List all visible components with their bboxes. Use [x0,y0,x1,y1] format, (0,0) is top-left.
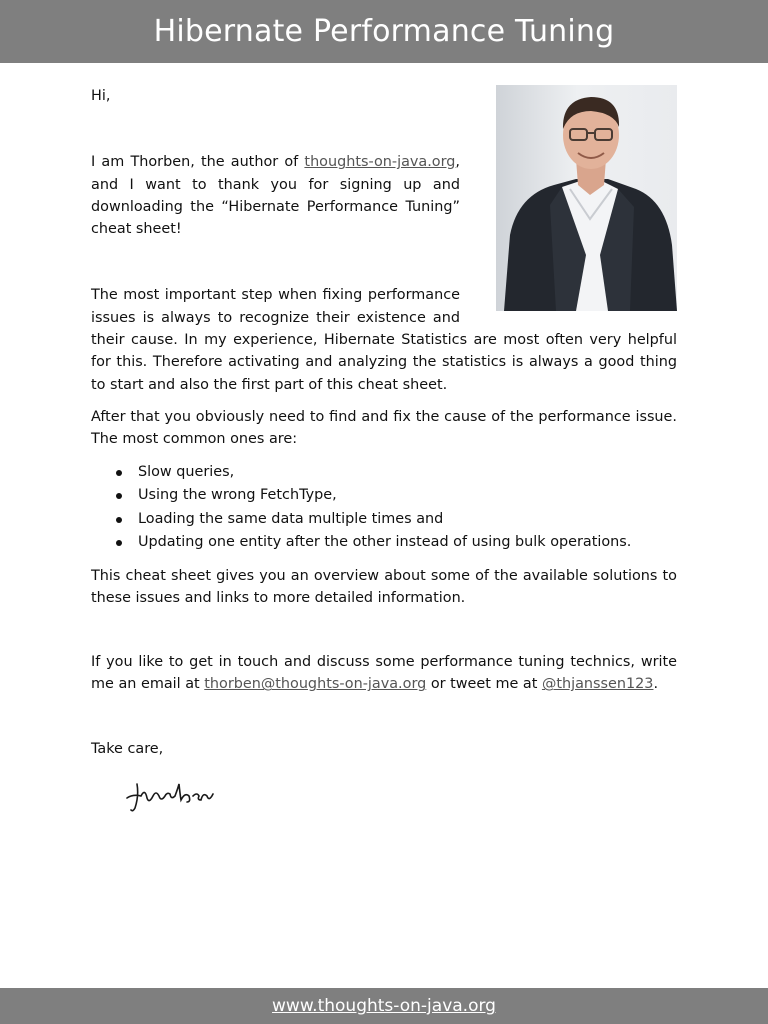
page-title: Hibernate Performance Tuning [153,14,615,49]
twitter-link[interactable]: @thjanssen123 [541,676,654,693]
handwritten-signature [123,774,223,814]
issues-list [91,461,677,555]
page-header [0,0,768,63]
closing: Take care, [91,740,164,757]
list-item: Loading the same data multiple times and [138,508,677,532]
author-photo [496,85,677,311]
contact-paragraph: If you like to get in touch and discuss some performance tuning technics, write me an email at thorben@thoughts-on-java.org or tweet me at @thjanssen123. [91,654,677,693]
list-item: Updating one entity after the other instead of using bulk operations. [138,531,677,555]
intro-paragraph: I am Thorben, the author of thoughts-on-java.org, and I want to thank you for signing up and downloading the “Hibernate Performance Tuning” cheat sheet! [91,154,460,238]
email-link[interactable]: thorben@thoughts-on-java.org [204,676,427,693]
after-that-paragraph: After that you obviously need to find and fix the cause of the performance issue. The most common ones are: [91,408,677,448]
site-link[interactable]: thoughts-on-java.org [304,154,456,171]
footer-link[interactable]: www.thoughts-on-java.org [272,996,496,1016]
list-item: Using the wrong FetchType, [138,484,677,508]
author-portrait-illustration [496,85,677,311]
letter-body [91,85,677,814]
overview-paragraph: This cheat sheet gives you an overview about some of the available solutions to these issues and links to more detailed information. [91,567,677,606]
greeting: Hi, [91,88,111,104]
important-step-paragraph: The most important step when fixing performance issues is always to recognize their existence and their cause. In my experience, Hibernate Statistics are most often very helpful for this. Therefore activating and analyzing the statistics is always a good thing to start and also the first part of this cheat sheet. [91,287,677,393]
list-item: Slow queries, [138,461,677,485]
page-footer [0,988,768,1024]
